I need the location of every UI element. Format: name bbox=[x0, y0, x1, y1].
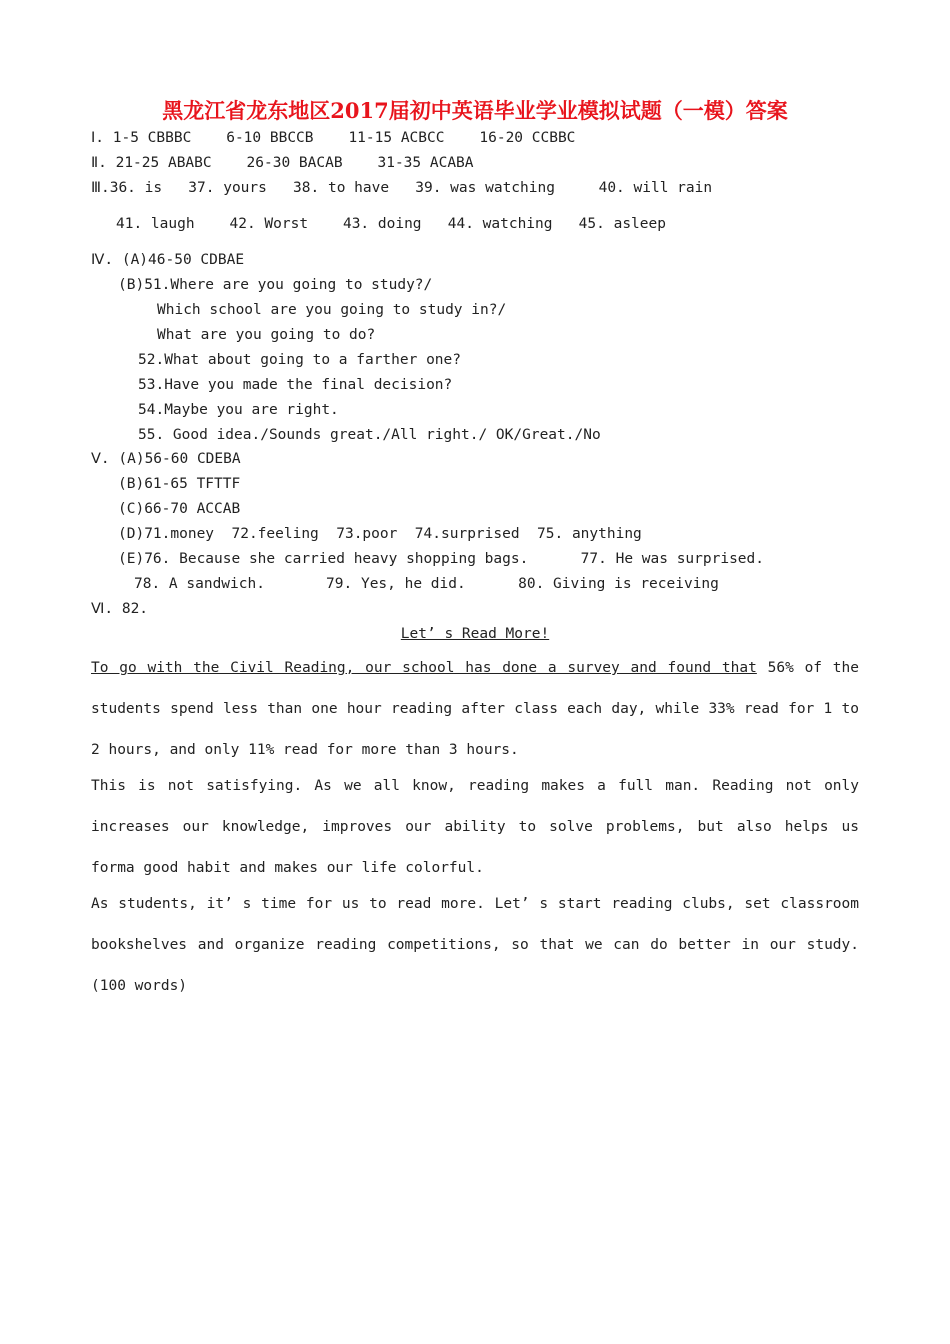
answer-section-4-b-53: 53.Have you made the final decision? bbox=[138, 377, 453, 393]
answer-section-4-b-51-alt2: What are you going to do? bbox=[157, 327, 376, 343]
answer-section-4-b-51-alt1: Which school are you going to study in?/ bbox=[157, 302, 507, 318]
answer-section-3-line-2: 41. laugh 42. Worst 43. doing 44. watching 45. asleep bbox=[116, 216, 666, 232]
answer-section-5-b: (B)61-65 TFTTF bbox=[118, 476, 241, 492]
answer-section-5-c: (C)66-70 ACCAB bbox=[118, 501, 241, 517]
answer-section-3-line-1: Ⅲ.36. is 37. yours 38. to have 39. was watching 40. will rain bbox=[91, 180, 713, 196]
answer-section-2: Ⅱ. 21-25 ABABC 26-30 BACAB 31-35 ACABA bbox=[91, 155, 474, 171]
page-title: 黑龙江省龙东地区2017届初中英语毕业学业模拟试题（一模）答案 bbox=[162, 98, 788, 123]
essay-paragraph-1 bbox=[91, 648, 859, 771]
answer-section-4-b-51: (B)51.Where are you going to study?/ bbox=[118, 277, 433, 293]
answer-section-5-d: (D)71.money 72.feeling 73.poor 74.surprised 75. anything bbox=[118, 526, 642, 542]
essay-paragraph-3: As students, it’ s time for us to read more. Let’ s start reading clubs, set classroom bookshelves and organize reading competitions, so that we can do better in our study.(100 words) bbox=[91, 896, 859, 994]
answer-section-4-b-55: 55. Good idea./Sounds great./All right./ OK/Great./No bbox=[138, 427, 601, 443]
answer-section-4-b-52: 52.What about going to a farther one? bbox=[138, 352, 462, 368]
answer-section-6: Ⅵ. 82. bbox=[91, 601, 149, 617]
answer-section-1: Ⅰ. 1-5 CBBBC 6-10 BBCCB 11-15 ACBCC 16-20 CCBBC bbox=[91, 130, 576, 146]
essay-title: Let’ s Read More! bbox=[400, 626, 550, 642]
answer-section-5-e-2: 78. A sandwich. 79. Yes, he did. 80. Giving is receiving bbox=[134, 576, 719, 592]
answer-section-5-a: Ⅴ. (A)56-60 CDEBA bbox=[91, 451, 241, 467]
essay-paragraph-1-underlined: To go with the Civil Reading, our school has done a survey and found that bbox=[91, 660, 757, 676]
answer-section-4-b-54: 54.Maybe you are right. bbox=[138, 402, 339, 418]
answer-section-5-e: (E)76. Because she carried heavy shopping bags. 77. He was surprised. bbox=[118, 551, 765, 567]
essay-paragraph-2: This is not satisfying. As we all know, reading makes a full man. Reading not only increases our knowledge, improves our ability to solve problems, but also helps us forma good habit and makes our life colorful. bbox=[91, 778, 859, 876]
answer-section-4-a: Ⅳ. (A)46-50 CDBAE bbox=[91, 252, 245, 268]
essay-paragraph-1-rest: 56% of the students spend less than one hour reading after class each day, while 33% read for 1 to 2 hours, and only 11% read for more than 3 hours. bbox=[91, 660, 859, 758]
